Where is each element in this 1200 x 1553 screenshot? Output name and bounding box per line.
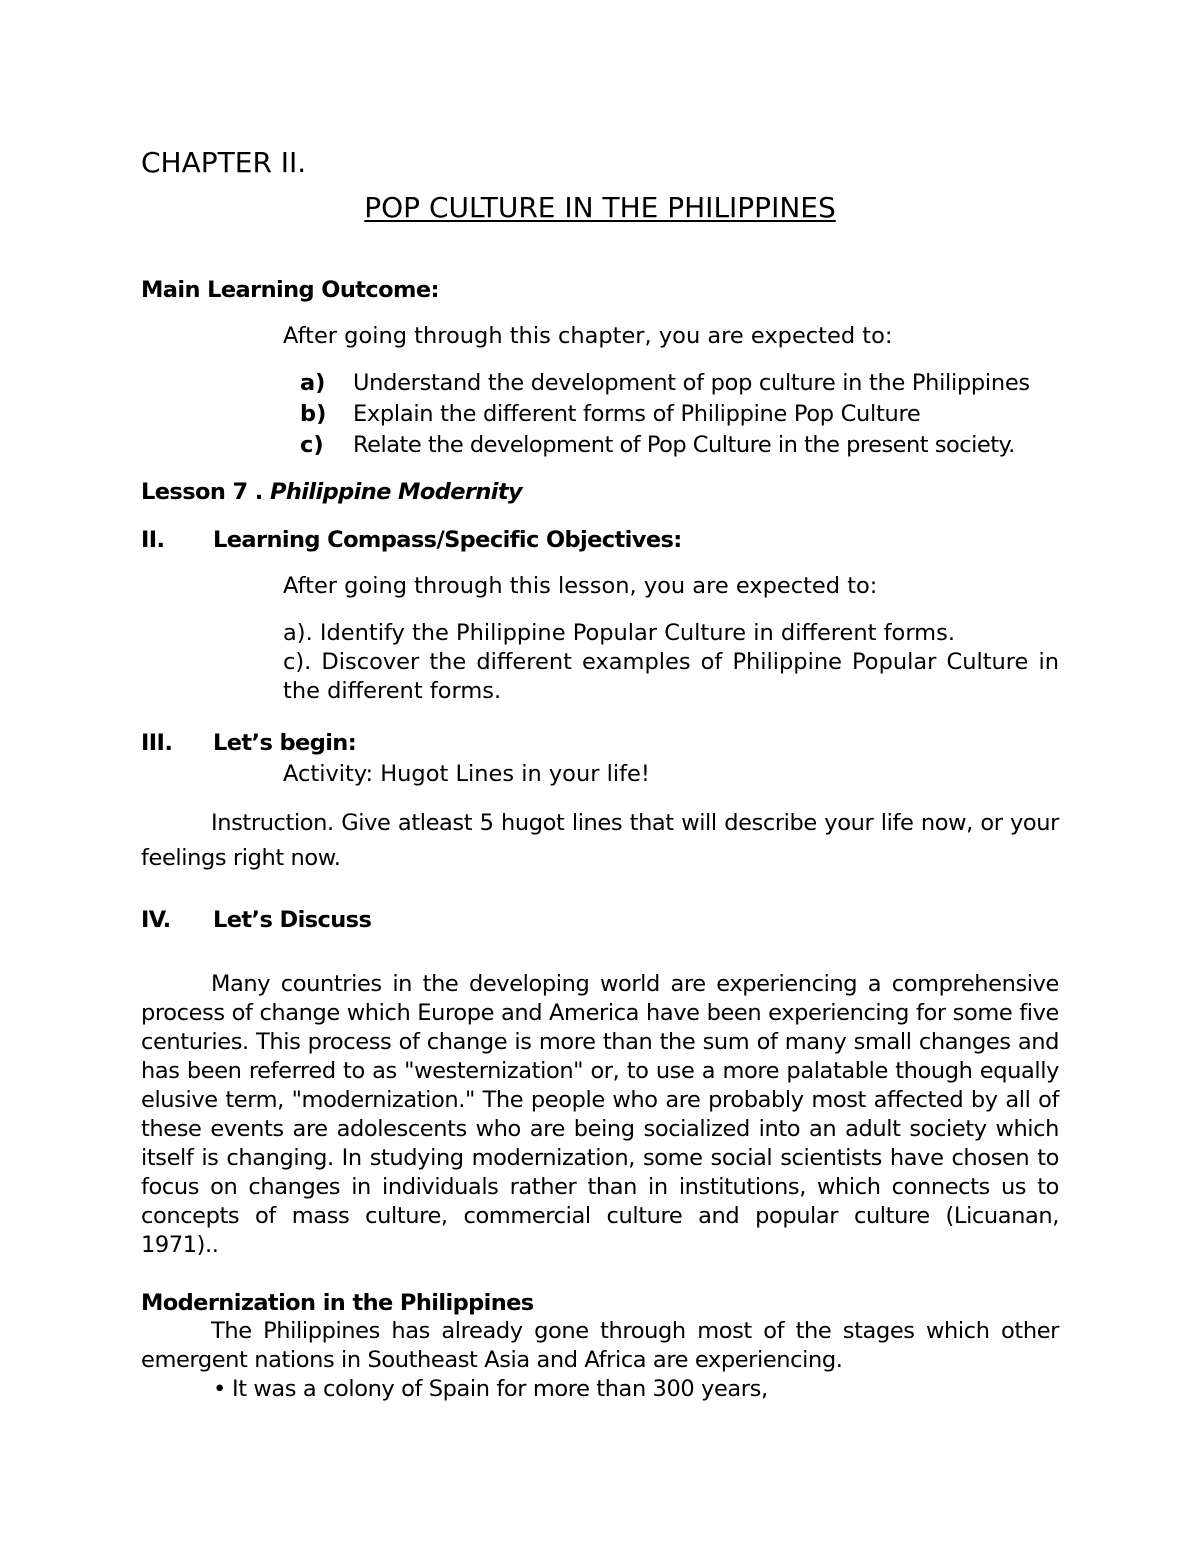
lesson-prefix: Lesson 7 . [141, 479, 270, 505]
bullet-item: It was a colony of Spain for more than 300 years, [232, 1376, 768, 1402]
section-2-numeral: II. [141, 527, 165, 553]
modernization-heading: Modernization in the Philippines [141, 1290, 534, 1316]
section-2-intro: After going through this lesson, you are expected to: [283, 573, 878, 599]
outcome-item-b-label: b) [300, 401, 327, 427]
chapter-title: POP CULTURE IN THE PHILIPPINES [364, 191, 836, 224]
activity-title: Activity: Hugot Lines in your life! [283, 761, 650, 787]
outcome-item-b-text: Explain the different forms of Philippine Pop Culture [353, 401, 921, 427]
main-outcome-heading: Main Learning Outcome: [141, 277, 439, 303]
section-3-numeral: III. [141, 730, 173, 756]
outcome-item-c-label: c) [300, 432, 324, 458]
outcome-item-a-label: a) [300, 370, 326, 396]
section-4-heading: Let’s Discuss [213, 907, 372, 933]
instruction-text: Instruction. Give atleast 5 hugot lines that will describe your life now, or your feelings right now. [141, 810, 1059, 871]
main-outcome-intro: After going through this chapter, you are expected to: [283, 323, 893, 349]
lesson-title [141, 478, 522, 506]
section-4-numeral: IV. [141, 907, 171, 933]
outcome-item-c-text: Relate the development of Pop Culture in the present society. [353, 432, 1015, 458]
section-3-heading: Let’s begin: [213, 730, 357, 756]
objective-1: a). Identify the Philippine Popular Culture in different forms. [283, 620, 955, 646]
bullet-marker: • [213, 1376, 227, 1402]
objective-2: c). Discover the different examples of Philippine Popular Culture in the different forms. [283, 649, 1059, 704]
section-2-heading: Learning Compass/Specific Objectives: [213, 527, 682, 553]
lesson-name: Philippine Modernity [269, 479, 523, 505]
chapter-number: CHAPTER II. [141, 146, 307, 179]
modernization-paragraph: The Philippines has already gone through most of the stages which other emergent nations in Southeast Asia and Africa are experiencing. [141, 1318, 1059, 1373]
discussion-paragraph: Many countries in the developing world are experiencing a comprehensive process of change which Europe and America have been experiencing for some five centuries. This process of change is more than the sum of many small changes and has been referred to as "westernization" or, to use a more palatable though equally elusive term, "modernization." The people who are probably most affected by all of these events are adolescents who are being socialized into an adult society which itself is changing. In studying modernization, some social scientists have chosen to focus on changes in individuals rather than in institutions, which connects us to concepts of mass culture, commercial culture and popular culture (Licuanan, 1971).. [141, 971, 1059, 1258]
outcome-item-a-text: Understand the development of pop culture in the Philippines [353, 370, 1030, 396]
